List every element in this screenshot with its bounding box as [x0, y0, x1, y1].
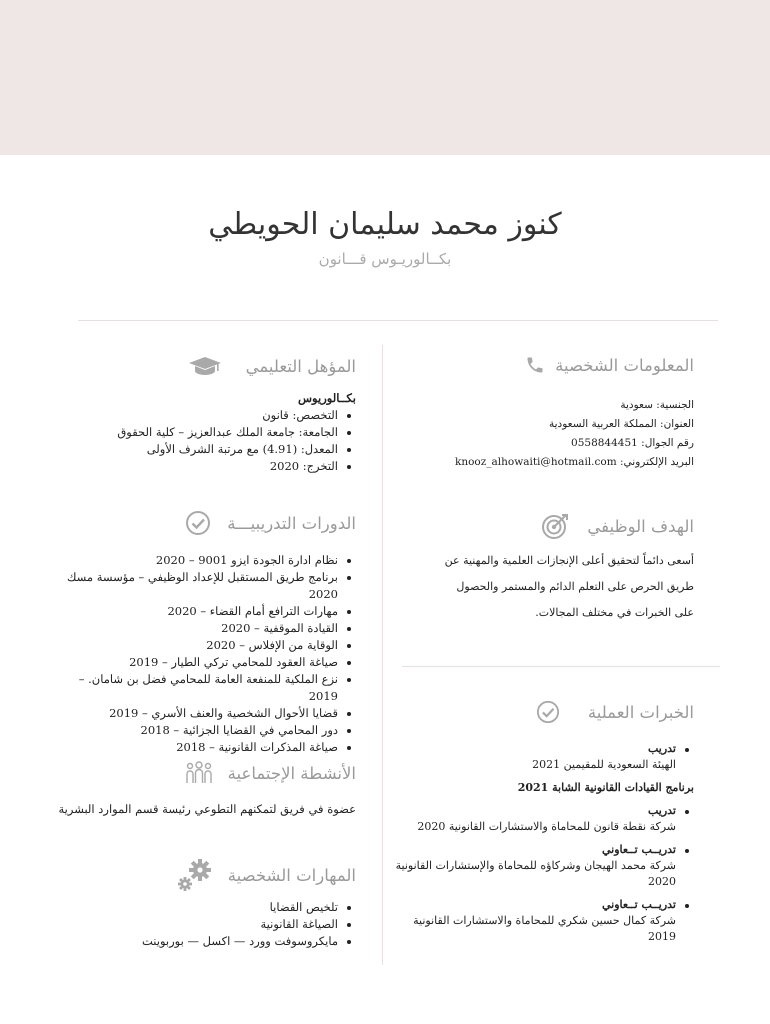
section-title: الأنشطة الإجتماعية	[227, 763, 356, 783]
list-item	[384, 780, 694, 796]
experience-detail: الهيئة السعودية للمقيمين 2021	[532, 758, 676, 771]
header-band	[0, 0, 770, 155]
experience-detail: شركة كمال حسين شكري للمحاماة والاستشارات القانونية	[413, 914, 676, 927]
personal-info	[384, 396, 694, 472]
experience-detail: شركة محمد الهيجان وشركاؤه للمحاماة والإستشارات القانونية	[395, 859, 676, 872]
section-experience-heading	[536, 700, 694, 724]
list-item: الصياغة القانونية	[50, 916, 356, 933]
objective-line: طريق الحرص على التعلم الدائم والمستمر والحصول	[456, 580, 694, 593]
target-icon	[541, 512, 569, 540]
experience-title: تدريب	[647, 804, 676, 817]
section-skills-heading	[176, 857, 356, 893]
education-degree: بكــالوريوس	[298, 391, 356, 405]
section-activities-heading	[184, 761, 356, 785]
list-item: صياغة المذكرات القانونية – 2018	[50, 739, 356, 756]
experience-title: تدريــب تــعاوني	[602, 898, 676, 911]
people-icon	[184, 761, 214, 785]
experience-title: تدريــب تــعاوني	[602, 843, 676, 856]
phone-icon	[525, 355, 545, 375]
list-item: نظام ادارة الجودة ايزو 9001 – 2020	[50, 552, 356, 569]
list-item	[384, 842, 694, 890]
check-circle-icon	[185, 510, 211, 536]
gears-icon	[176, 857, 214, 893]
section-objective-heading	[541, 512, 694, 540]
education-details	[50, 390, 356, 475]
activities-text: عضوة في فريق لتمكنهم التطوعي رئيسة قسم الموارد البشرية	[58, 802, 356, 816]
courses-list	[50, 552, 356, 756]
list-item: مايكروسوفت وورد — اكسل — بوربوينت	[50, 933, 356, 950]
candidate-degree: بكــالوريـوس قـــانون	[318, 250, 452, 268]
section-title: الدورات التدريبيـــة	[227, 513, 356, 533]
divider-vertical	[382, 345, 383, 965]
list-item: نزع الملكية للمنفعة العامة للمحامي فضل بن شامان. – 2019	[50, 671, 356, 705]
list-item: دور المحامي في القضايا الجزائية – 2018	[50, 722, 356, 739]
experience-title: تدريب	[647, 742, 676, 755]
experience-title: برنامج القيادات القانونية الشابة 2021	[517, 781, 694, 794]
section-personal-heading	[525, 355, 694, 375]
list-item: برنامج طريق المستقبل للإعداد الوظيفي – مؤسسة مسك 2020	[50, 569, 356, 603]
address-line: العنوان: المملكة العربية السعودية	[548, 418, 694, 430]
section-courses-heading	[185, 510, 356, 536]
objective-text	[384, 548, 694, 626]
section-title: المهارات الشخصية	[227, 865, 356, 885]
nationality-line: الجنسية: سعودية	[620, 399, 694, 411]
list-item: القيادة الموقفية – 2020	[50, 620, 356, 637]
objective-line: على الخبرات في مختلف المجالات.	[535, 606, 694, 619]
list-item: صياغة العقود للمحامي تركي الطيار – 2019	[50, 654, 356, 671]
list-item: التخرج: 2020	[50, 458, 356, 475]
candidate-name: كنوز محمد سليمان الحويطي	[208, 207, 562, 242]
list-item: الجامعة: جامعة الملك عبدالعزيز – كلية الحقوق	[50, 424, 356, 441]
email-line: البريد الإلكتروني: knooz_alhowaiti@hotmail.com	[454, 456, 694, 468]
divider-horizontal	[78, 320, 718, 321]
section-title: المؤهل التعليمي	[245, 356, 356, 376]
list-item	[384, 741, 694, 773]
experience-list	[384, 741, 694, 952]
skills-list	[50, 899, 356, 950]
list-item: الوقاية من الإفلاس – 2020	[50, 637, 356, 654]
section-title: الخبرات العملية	[587, 702, 694, 722]
list-item	[384, 803, 694, 835]
objective-line: أسعى دائماً لتحقيق أعلى الإنجازات العلمية والمهنية عن	[444, 554, 694, 567]
section-title: المعلومات الشخصية	[555, 355, 694, 375]
list-item: المعدل: (4.91) مع مرتبة الشرف الأولى	[50, 441, 356, 458]
experience-year: 2019	[648, 930, 676, 943]
section-education-heading	[188, 355, 356, 377]
list-item: التخصص: قانون	[50, 407, 356, 424]
list-item: مهارات الترافع أمام القضاء – 2020	[50, 603, 356, 620]
list-item: تلخيص القضايا	[50, 899, 356, 916]
list-item: قضايا الأحوال الشخصية والعنف الأسري – 2019	[50, 705, 356, 722]
graduation-cap-icon	[188, 355, 222, 377]
phone-line: رقم الجوال: 0558844451	[571, 437, 694, 449]
divider-right-column	[402, 666, 720, 667]
experience-year: 2020	[648, 875, 676, 888]
section-title: الهدف الوظيفي	[587, 516, 694, 536]
check-circle-icon	[536, 700, 560, 724]
list-item	[384, 897, 694, 945]
experience-detail: شركة نقطة قانون للمحاماة والاستشارات القانونية 2020	[417, 820, 676, 833]
